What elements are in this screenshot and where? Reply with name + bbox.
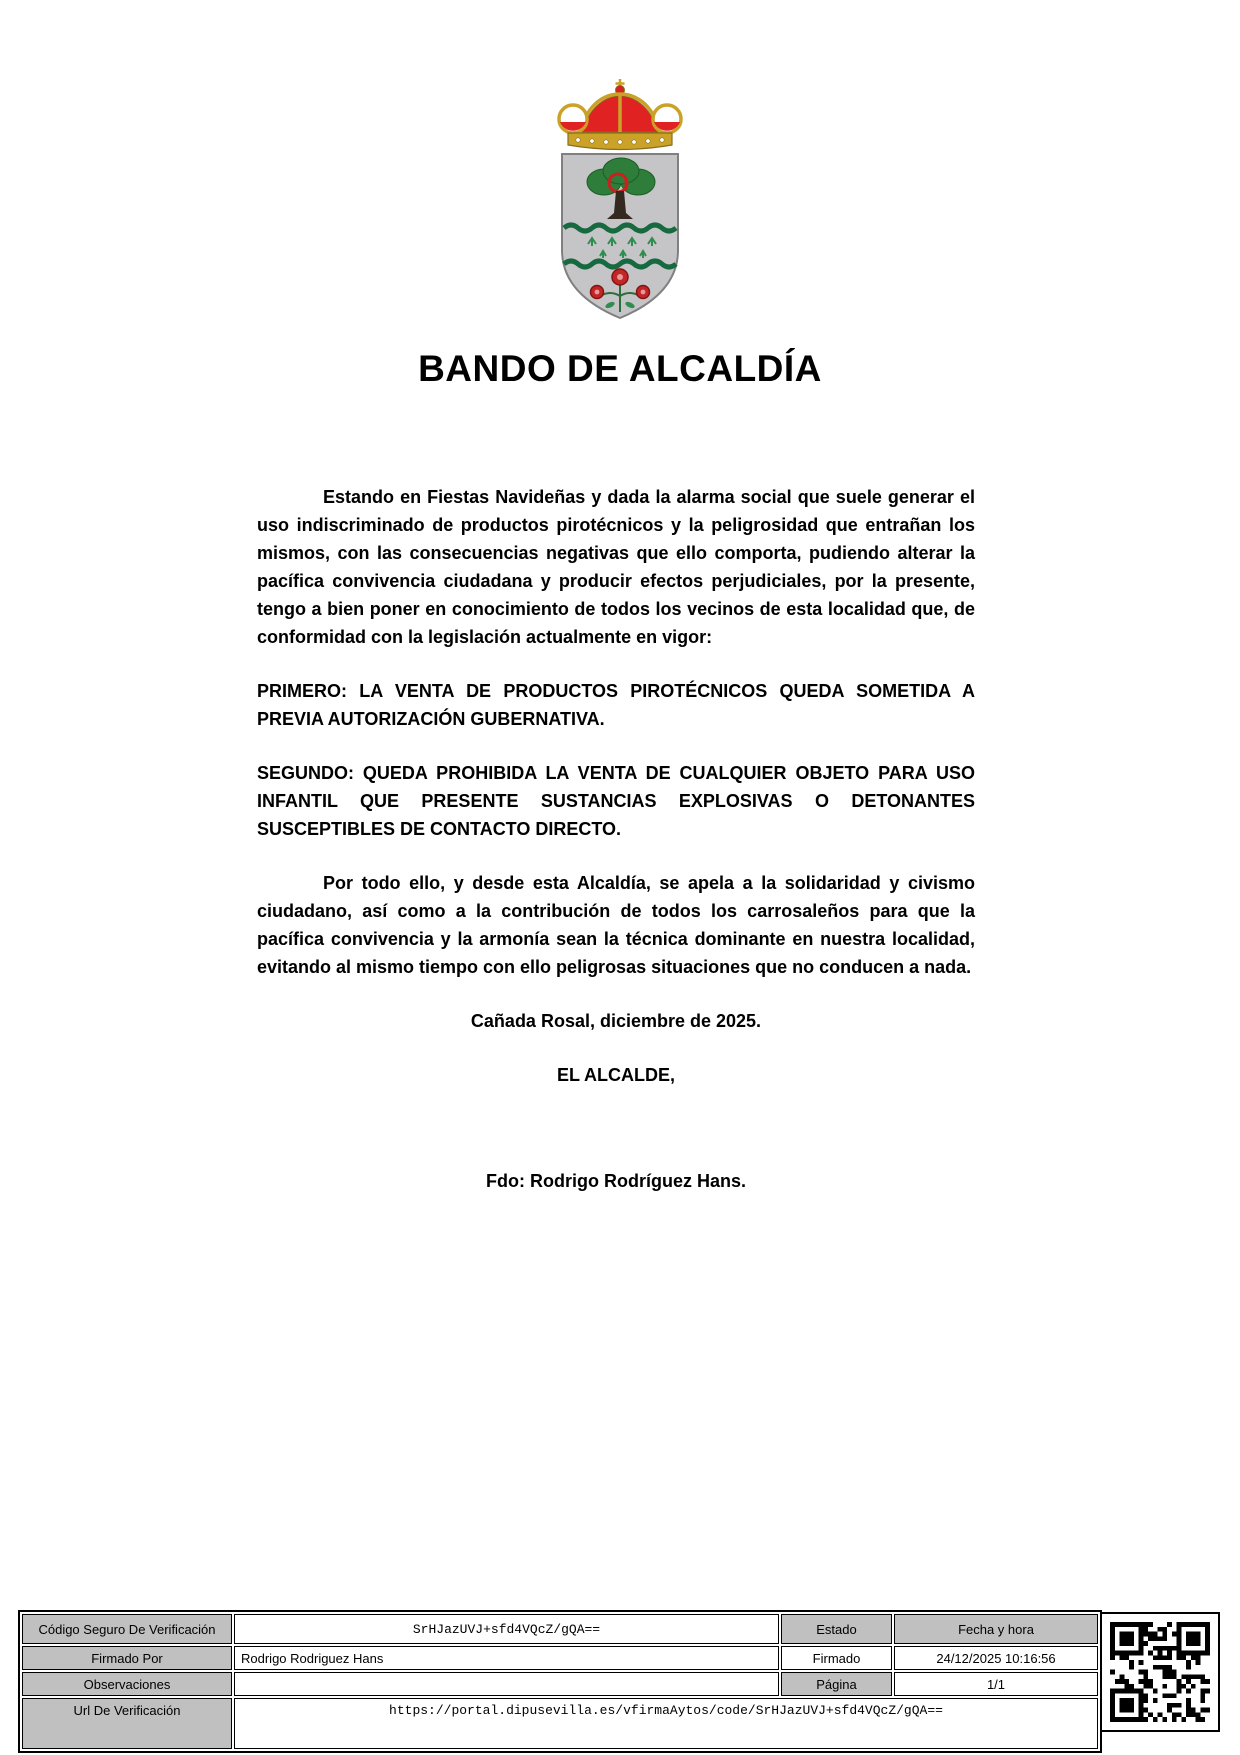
verification-table	[18, 1610, 1102, 1753]
csv-label-cell: Código Seguro De Verificación	[22, 1614, 232, 1644]
dateline: Cañada Rosal, diciembre de 2025.	[470, 1011, 762, 1031]
fecha-value-cell: 24/12/2025 10:16:56	[894, 1646, 1098, 1670]
firmado-por-value-cell: Rodrigo Rodriguez Hans	[234, 1646, 779, 1670]
pagina-value-cell: 1/1	[894, 1672, 1098, 1696]
body-paragraph: Estando en Fiestas Navideñas y dada la alarma social que suele generar el uso indiscriminado de productos pirotécnicos y la peligrosidad que entrañan los mismos, con las consecuencias negativas que ello comporta, pudiendo alterar la pacífica convivencia ciudadana y producir efectos perjudiciales, por la presente, tengo a bien poner en conocimiento de todos los vecinos de esta localidad que, de conformidad con la legislación actualmente en vigor:	[257, 487, 975, 647]
body-paragraph: PRIMERO: LA VENTA DE PRODUCTOS PIROTÉCNICOS QUEDA SOMETIDA A PREVIA AUTORIZACIÓN GUBERNATIVA.	[257, 681, 975, 729]
signer-title: EL ALCALDE,	[556, 1065, 675, 1085]
body-paragraph: SEGUNDO: QUEDA PROHIBIDA LA VENTA DE CUALQUIER OBJETO PARA USO INFANTIL QUE PRESENTE SUSTANCIAS EXPLOSIVAS O DETONANTES SUSCEPTIBLES DE CONTACTO DIRECTO.	[257, 763, 975, 839]
firmado-por-label-cell: Firmado Por	[22, 1646, 232, 1670]
estado-value-cell: Firmado	[781, 1646, 892, 1670]
fecha-header-cell: Fecha y hora	[894, 1614, 1098, 1644]
estado-header-cell: Estado	[781, 1614, 892, 1644]
pagina-label-cell: Página	[781, 1672, 892, 1696]
document-body	[257, 483, 975, 1221]
qr-code	[1100, 1612, 1220, 1732]
url-label-cell: Url De Verificación	[22, 1698, 232, 1749]
shield-icon	[562, 154, 678, 318]
observaciones-label-cell: Observaciones	[22, 1672, 232, 1696]
observaciones-value-cell	[234, 1672, 779, 1696]
body-paragraph: Por todo ello, y desde esta Alcaldía, se apela a la solidaridad y civismo ciudadano, así como a la contribución de todos los carrosaleños para que la pacífica convivencia y la armonía sean la técnica dominante en nuestra localidad, evitando al mismo tiempo con ello peligrosas situaciones que no conducen a nada.	[257, 873, 975, 977]
csv-value-cell: SrHJazUVJ+sfd4VQcZ/gQA==	[234, 1614, 779, 1644]
crown-icon	[559, 79, 681, 150]
qr-code-icon	[1110, 1622, 1210, 1722]
url-value-cell: https://portal.dipusevilla.es/vfirmaAytos/code/SrHJazUVJ+sfd4VQcZ/gQA==	[234, 1698, 1098, 1749]
coat-of-arms-icon	[540, 78, 700, 323]
document-title: BANDO DE ALCALDÍA	[418, 348, 822, 389]
signature-line: Fdo: Rodrigo Rodríguez Hans.	[486, 1171, 746, 1191]
